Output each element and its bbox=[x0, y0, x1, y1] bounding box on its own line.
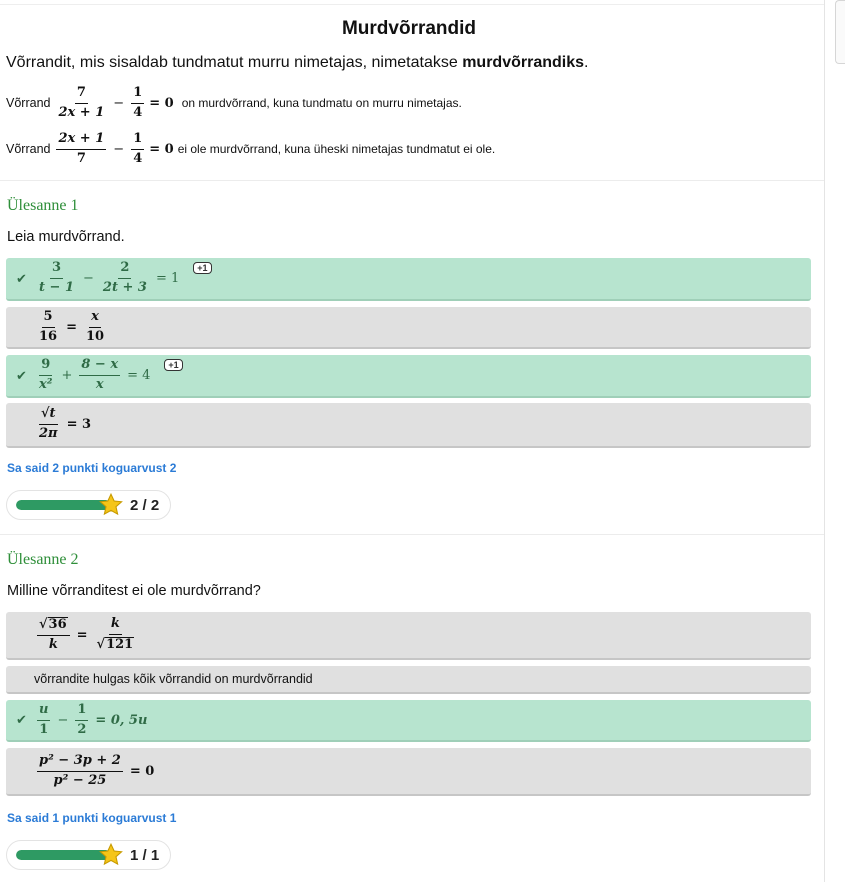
fraction bbox=[37, 261, 76, 296]
progress-bar bbox=[16, 850, 111, 860]
operator: = bbox=[76, 627, 88, 643]
radicand: 36 bbox=[48, 617, 67, 633]
progress-bar-fill bbox=[16, 850, 111, 860]
numerator: 5 bbox=[42, 310, 55, 328]
task-2-option-2[interactable] bbox=[6, 666, 811, 694]
denominator: 2t + 3 bbox=[102, 280, 147, 295]
denominator: k bbox=[48, 637, 58, 652]
fraction bbox=[37, 703, 50, 738]
fraction bbox=[84, 310, 106, 345]
example-1 bbox=[6, 86, 462, 121]
operator: − bbox=[113, 141, 125, 157]
intro-bold-term: murdvõrrandiks bbox=[462, 54, 585, 71]
points-badge: +1 bbox=[193, 262, 211, 274]
numerator: k bbox=[109, 617, 122, 635]
points-value: 2 / 2 bbox=[130, 497, 160, 514]
numerator: 7 bbox=[75, 86, 88, 104]
fraction bbox=[95, 617, 137, 653]
progress-bar-fill bbox=[16, 500, 111, 510]
sqrt: √ 36 bbox=[39, 617, 67, 633]
task-2-score: Sa said 1 punkti koguarvust 1 bbox=[7, 811, 177, 825]
task-1-option-2[interactable] bbox=[6, 307, 811, 349]
numerator: u bbox=[37, 703, 50, 721]
task-2-option-4[interactable] bbox=[6, 748, 811, 796]
denominator: x² bbox=[39, 377, 53, 392]
rhs: = 4 bbox=[127, 368, 151, 383]
fraction bbox=[131, 132, 144, 167]
top-divider bbox=[0, 4, 824, 5]
check-icon: ✔ bbox=[16, 270, 27, 286]
numerator: 1 bbox=[131, 132, 144, 150]
numerator: √t bbox=[39, 407, 58, 425]
numerator: 2 bbox=[118, 261, 131, 279]
fraction bbox=[56, 86, 106, 121]
task-1-option-3[interactable] bbox=[6, 355, 811, 398]
equals-zero: = 0 bbox=[149, 141, 174, 157]
task-2-option-1[interactable] bbox=[6, 612, 811, 660]
example-comment: on murdvõrrand, kuna tundmatu on murru nimetajas. bbox=[181, 96, 462, 111]
star-icon bbox=[98, 842, 124, 868]
equals-zero: = 0 bbox=[149, 95, 174, 111]
rhs: = 3 bbox=[66, 417, 92, 432]
fraction bbox=[131, 86, 144, 121]
fraction bbox=[56, 132, 106, 167]
operator: − bbox=[113, 95, 125, 111]
task-2-option-3[interactable] bbox=[6, 700, 811, 742]
check-icon: ✔ bbox=[16, 712, 27, 727]
rhs: = 0, 5u bbox=[95, 712, 148, 728]
rhs: = 1 bbox=[155, 271, 180, 286]
denominator: 4 bbox=[133, 104, 143, 120]
task-2-question: Milline võrranditest ei ole murdvõrrand? bbox=[7, 583, 261, 599]
denominator: 1 bbox=[39, 721, 49, 737]
task-1-option-1[interactable] bbox=[6, 258, 811, 301]
intro-text-before: Võrrandit, mis sisaldab tundmatut murru nimetajas, nimetatakse bbox=[6, 54, 463, 71]
denominator: t − 1 bbox=[39, 280, 74, 295]
check-icon: ✔ bbox=[16, 367, 27, 383]
numerator: 8 − x bbox=[79, 358, 120, 376]
numerator: 1 bbox=[131, 86, 144, 104]
task-1-question: Leia murdvõrrand. bbox=[7, 229, 125, 245]
radicand: 121 bbox=[106, 637, 134, 652]
example-2 bbox=[6, 132, 495, 167]
operator: + bbox=[61, 368, 73, 383]
fraction bbox=[79, 358, 120, 393]
denominator: 2π bbox=[39, 426, 58, 441]
task-1-option-4[interactable] bbox=[6, 403, 811, 448]
fraction bbox=[37, 358, 54, 393]
section-divider bbox=[0, 534, 824, 535]
example-prefix: Võrrand bbox=[6, 96, 51, 111]
fraction bbox=[37, 310, 59, 345]
numerator: 9 bbox=[39, 358, 52, 376]
example-comment: ei ole murdvõrrand, kuna üheski nimetajas tundmatut ei ole. bbox=[177, 142, 496, 157]
numerator: 2x + 1 bbox=[56, 132, 106, 150]
numerator: x bbox=[89, 310, 101, 328]
task-2-title: Ülesanne 2 bbox=[7, 551, 79, 568]
task-1-score: Sa said 2 punkti koguarvust 2 bbox=[7, 461, 177, 475]
operator: − bbox=[57, 712, 69, 728]
fraction bbox=[101, 261, 149, 296]
intro-text bbox=[6, 54, 588, 72]
section-divider bbox=[0, 180, 824, 181]
denominator: 2 bbox=[77, 721, 87, 737]
task-1-title: Ülesanne 1 bbox=[7, 197, 79, 214]
option-text: võrrandite hulgas kõik võrrandid on murdvõrrandid bbox=[34, 672, 313, 686]
fraction bbox=[37, 754, 123, 789]
fraction bbox=[75, 703, 88, 738]
fraction bbox=[37, 617, 70, 653]
numerator: 1 bbox=[75, 703, 88, 721]
operator: − bbox=[83, 271, 94, 286]
progress-bar bbox=[16, 500, 111, 510]
fraction bbox=[37, 407, 60, 442]
intro-text-after: . bbox=[584, 54, 589, 71]
page-title: Murdvõrrandid bbox=[341, 18, 477, 39]
task-1-progress bbox=[6, 490, 171, 520]
denominator: x bbox=[95, 377, 104, 392]
sqrt: √ 121 bbox=[96, 637, 134, 652]
denominator: 10 bbox=[86, 328, 105, 344]
star-icon bbox=[98, 492, 124, 518]
denominator: 16 bbox=[39, 328, 58, 344]
denominator: 7 bbox=[76, 150, 86, 166]
example-prefix: Võrrand bbox=[6, 142, 51, 157]
points-badge: +1 bbox=[164, 359, 182, 371]
scrollbar[interactable] bbox=[835, 0, 845, 64]
numerator: 3 bbox=[50, 261, 63, 279]
rhs: = 0 bbox=[129, 763, 155, 779]
numerator: p² − 3p + 2 bbox=[37, 754, 123, 772]
operator: = bbox=[66, 319, 77, 335]
task-2-progress bbox=[6, 840, 171, 870]
denominator: p² − 25 bbox=[53, 772, 107, 788]
denominator: 4 bbox=[133, 150, 143, 166]
denominator: 2x + 1 bbox=[58, 104, 105, 120]
points-value: 1 / 1 bbox=[130, 847, 160, 864]
